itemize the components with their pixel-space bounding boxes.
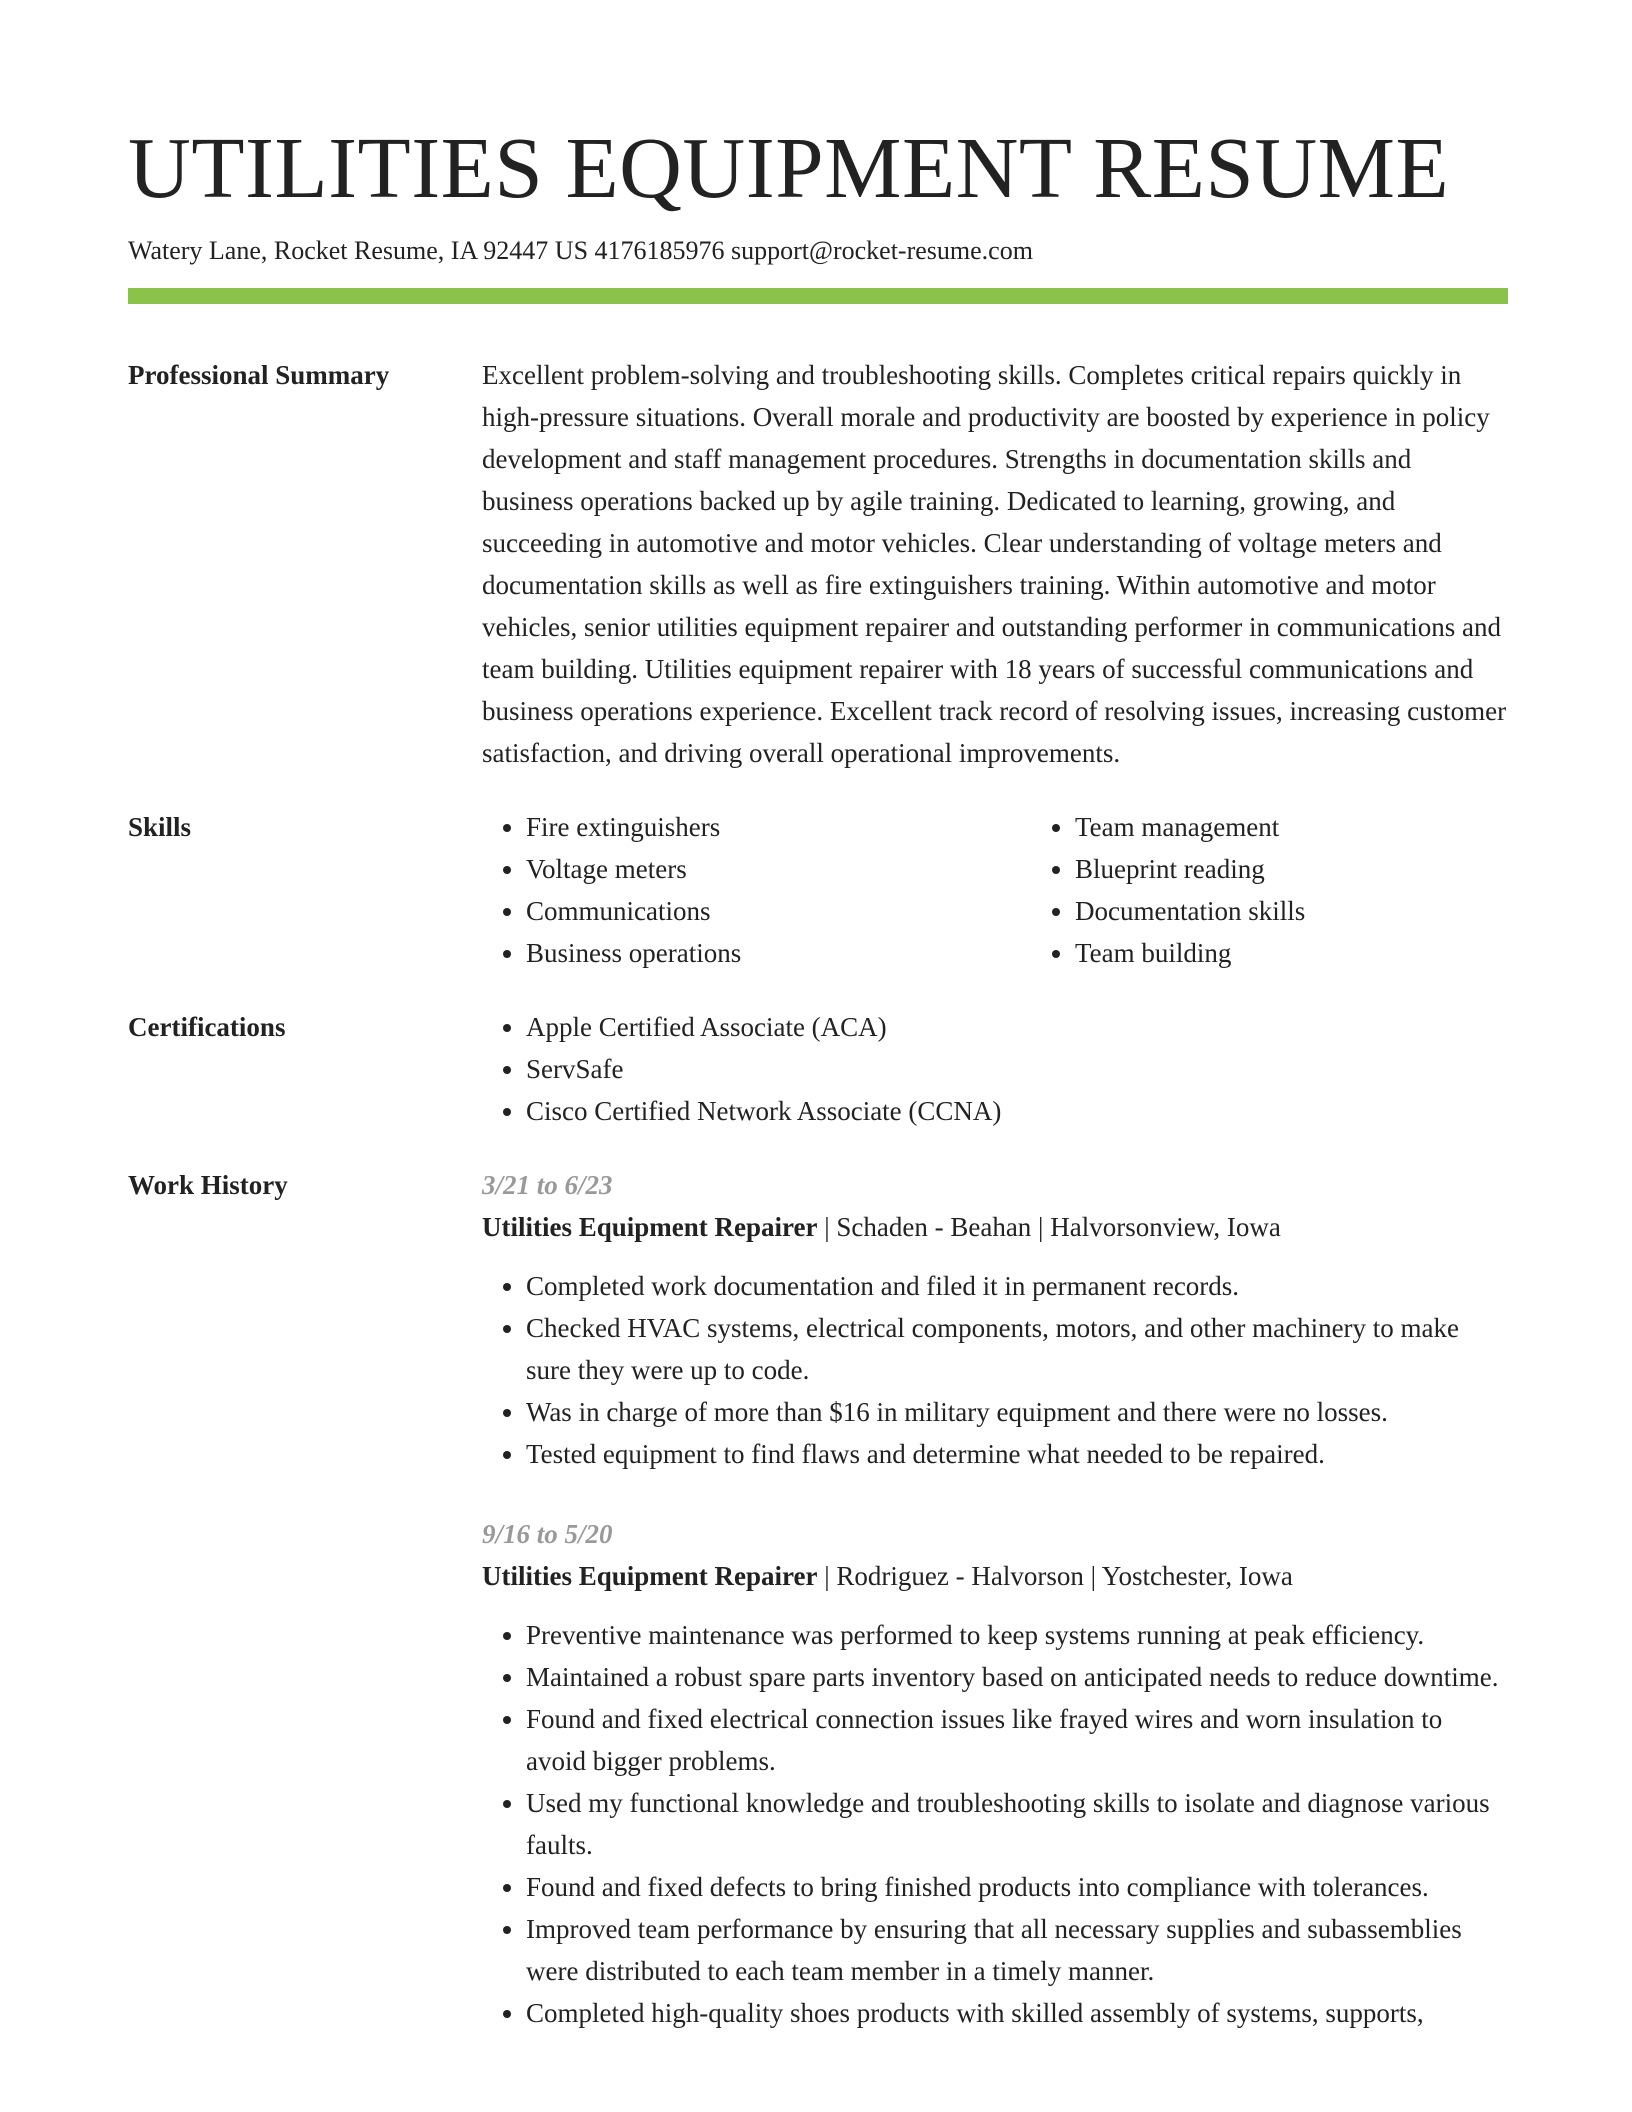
skill-item: • Fire extinguishers [526,806,1031,848]
job-employer-location: | Schaden - Beahan | Halvorsonview, Iowa [817,1211,1281,1242]
certifications-section [128,1006,1508,1132]
work-history-body [482,1164,1508,2034]
skill-item: • Communications [526,890,1031,932]
job-title-line [482,1206,1508,1248]
certifications-body [482,1006,1508,1132]
job-bullet: • Was in charge of more than $16 in military equipment and there were no losses. [526,1391,1508,1433]
job-bullet: • Completed work documentation and filed it in permanent records. [526,1265,1508,1307]
job-bullets [482,1614,1508,2034]
skills-section [128,806,1508,974]
job-employer-location: | Rodriguez - Halvorson | Yostchester, Iowa [817,1560,1293,1591]
job-bullet: • Found and fixed electrical connection issues like frayed wires and worn insulation to avoid bigger problems. [526,1698,1508,1782]
skill-item: • Documentation skills [1075,890,1580,932]
skill-item: • Voltage meters [526,848,1031,890]
certification-item: • Cisco Certified Network Associate (CCNA) [526,1090,1508,1132]
job-bullet: • Used my functional knowledge and troubleshooting skills to isolate and diagnose various faults. [526,1782,1508,1866]
skills-columns [482,806,1580,974]
skill-item: • Team management [1075,806,1580,848]
accent-divider [128,288,1508,304]
job-bullet: • Completed high-quality shoes products with skilled assembly of systems, supports, [526,1992,1508,2034]
certification-item: • Apple Certified Associate (ACA) [526,1006,1508,1048]
skills-list-column-2 [1031,806,1580,974]
section-label-work-history: Work History [128,1169,288,1200]
certifications-list [482,1006,1508,1132]
work-history-section [128,1164,1508,2034]
professional-summary-section [128,354,1508,774]
job-bullet: • Checked HVAC systems, electrical components, motors, and other machinery to make sure they were up to code. [526,1307,1508,1391]
resume-title: UTILITIES EQUIPMENT RESUME [128,119,1450,216]
job-bullet: • Found and fixed defects to bring finished products into compliance with tolerances. [526,1866,1508,1908]
job-bullets [482,1265,1508,1475]
section-label-certifications: Certifications [128,1011,286,1042]
job-dates: 3/21 to 6/23 [482,1169,613,1200]
skills-list-column-1 [482,806,1031,974]
job-bullet: • Preventive maintenance was performed to keep systems running at peak efficiency. [526,1614,1508,1656]
job-title: Utilities Equipment Repairer [482,1560,818,1591]
job-bullet: • Tested equipment to find flaws and determine what needed to be repaired. [526,1433,1508,1475]
contact-line: Watery Lane, Rocket Resume, IA 92447 US 4176185976 support@rocket-resume.com [128,236,1033,266]
job-title: Utilities Equipment Repairer [482,1211,818,1242]
skill-item: • Business operations [526,932,1031,974]
resume-page [128,118,1508,2034]
job-bullet: • Improved team performance by ensuring that all necessary supplies and subassemblies were distributed to each team member in a timely manner. [526,1908,1508,1992]
skill-item: • Team building [1075,932,1580,974]
professional-summary-text: Excellent problem-solving and troubleshooting skills. Completes critical repairs quickly in high-pressure situations. Overall morale and productivity are boosted by experience in policy development and staff management procedures. Strengths in documentation skills and business operations backed up by agile training. Dedicated to learning, growing, and succeeding in automotive and motor vehicles. Clear understanding of voltage meters and documentation skills as well as fire extinguishers training. Within automotive and motor vehicles, senior utilities equipment repairer and outstanding performer in communications and team building. Utilities equipment repairer with 18 years of successful communications and business operations experience. Excellent track record of resolving issues, increasing customer satisfaction, and driving overall operational improvements. [482,359,1507,768]
job-entry [482,1164,1508,1475]
job-title-line [482,1555,1508,1597]
job-entry [482,1513,1508,2034]
section-label-skills: Skills [128,811,192,842]
certification-item: • ServSafe [526,1048,1508,1090]
job-dates: 9/16 to 5/20 [482,1518,613,1549]
skill-item: • Blueprint reading [1075,848,1580,890]
section-label-professional-summary: Professional Summary [128,359,390,390]
job-bullet: • Maintained a robust spare parts inventory based on anticipated needs to reduce downtime. [526,1656,1508,1698]
